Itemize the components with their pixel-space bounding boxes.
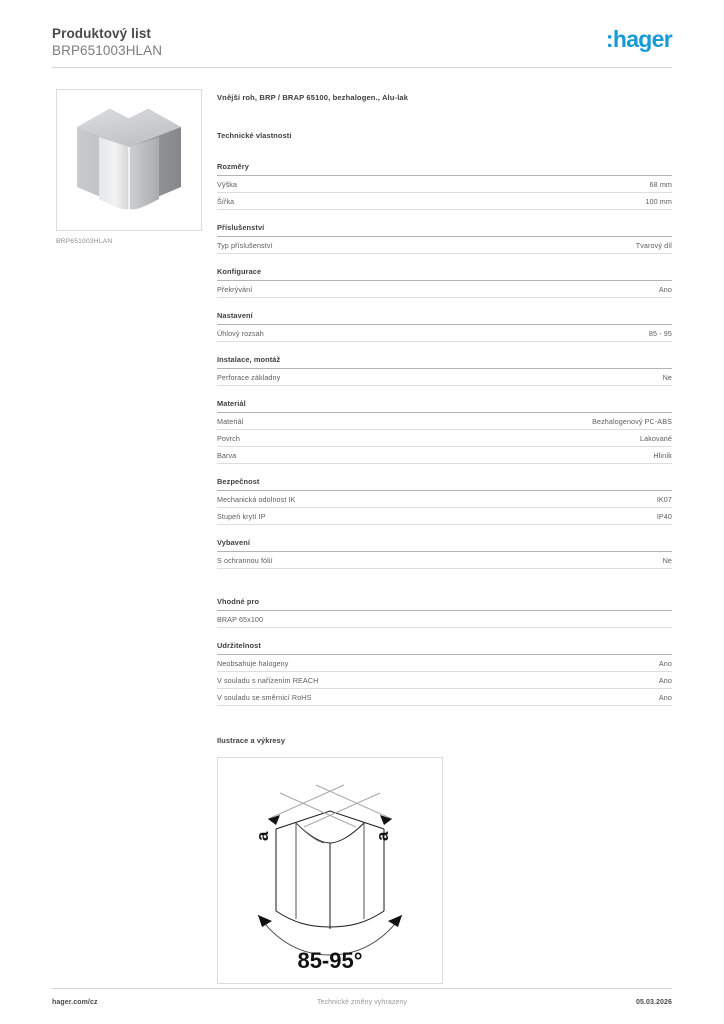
spec-row-value: Ano: [658, 285, 672, 294]
spec-group: [217, 311, 672, 342]
spec-row-value: 100 mm: [645, 197, 672, 206]
spec-row-value: Tvarový díl: [635, 241, 672, 250]
spec-row: [217, 689, 672, 706]
spec-row-label: Šířka: [217, 197, 235, 206]
spec-row: [217, 447, 672, 464]
dimension-label-right: a: [373, 831, 392, 841]
spec-row-value: Ano: [658, 693, 672, 702]
spec-groups-container: [217, 162, 672, 706]
spec-group-title: Materiál: [217, 399, 672, 413]
spec-row-label: Perforace základny: [217, 373, 281, 382]
spec-row-label: V souladu se směrnicí RoHS: [217, 693, 312, 702]
spec-row: [217, 325, 672, 342]
spec-row-label: Barva: [217, 451, 237, 460]
spec-row-label: Neobsahuje halogeny: [217, 659, 289, 668]
footer-disclaimer: Technické změny vyhrazeny: [316, 999, 408, 1006]
spec-row: [217, 552, 672, 569]
spec-group: [217, 267, 672, 298]
spec-row: [217, 508, 672, 525]
footer-website[interactable]: hager.com/cz: [52, 999, 98, 1006]
header-titles: [52, 26, 162, 59]
spec-group-title: Udržitelnost: [217, 641, 672, 655]
technical-properties-heading: Technické vlastnosti: [217, 131, 292, 140]
spec-row-label: Typ příslušenství: [217, 241, 273, 250]
spec-row-label: Mechanická odolnost IK: [217, 495, 296, 504]
page-title: Produktový list: [52, 26, 152, 41]
product-photo-external-corner: [69, 101, 189, 219]
spec-row: [217, 193, 672, 210]
product-figure: [56, 89, 204, 245]
spec-row: [217, 369, 672, 386]
spec-group: [217, 355, 672, 386]
spec-row: [217, 655, 672, 672]
spec-row-value: 85 - 95: [648, 329, 672, 338]
spec-group: [217, 538, 672, 569]
spec-row-label: Výška: [217, 180, 238, 189]
spec-row-value: Hliník: [653, 451, 672, 460]
spec-group-title: Příslušenství: [217, 223, 672, 237]
spec-group-title: Nastavení: [217, 311, 672, 325]
technical-drawing-box: [217, 757, 443, 984]
footer-date: 05.03.2026: [635, 999, 672, 1006]
specifications-panel: [217, 93, 672, 984]
hager-logo: :hager: [605, 26, 672, 52]
spec-row-label: V souladu s nařízením REACH: [217, 676, 319, 685]
spec-row: [217, 281, 672, 298]
spec-row-label: BRAP 65x100: [217, 615, 264, 624]
spec-row-label: Stupeň krytí IP: [217, 512, 266, 521]
spec-row-value: Ano: [658, 659, 672, 668]
page-header: [52, 26, 672, 68]
spec-row-value: Ne: [662, 556, 672, 565]
product-code-subtitle: BRP651003HLAN: [52, 42, 163, 58]
spec-row-label: Překrývání: [217, 285, 253, 294]
dimension-label-left: a: [253, 831, 272, 841]
illustrations-title: Ilustrace a výkresy: [217, 736, 286, 745]
spec-group-title: Vhodné pro: [217, 597, 672, 611]
illustrations-section: [217, 736, 672, 984]
spec-row-value: Ne: [662, 373, 672, 382]
spec-row-label: S ochrannou fólií: [217, 556, 273, 565]
spec-row-label: Materiál: [217, 417, 244, 426]
spec-row: [217, 237, 672, 254]
spec-row: [217, 611, 672, 628]
spec-row: [217, 413, 672, 430]
spec-row-value: IK07: [656, 495, 672, 504]
spec-group: [217, 641, 672, 706]
spec-row-value: Bezhalogenový PC-ABS: [592, 417, 672, 426]
spec-row-label: Úhlový rozsah: [217, 329, 264, 338]
spec-row: [217, 672, 672, 689]
spec-row: [217, 491, 672, 508]
footer-divider: [52, 988, 672, 989]
header-divider: [52, 67, 672, 68]
spec-row-value: Ano: [658, 676, 672, 685]
spec-group-title: Instalace, montáž: [217, 355, 672, 369]
spec-row-value: 68 mm: [649, 180, 672, 189]
technical-drawing-corner-angle: [232, 771, 428, 971]
spec-group: [217, 223, 672, 254]
spec-row-value: Lakované: [640, 434, 672, 443]
spec-group: [217, 477, 672, 525]
spec-group: [217, 162, 672, 210]
spec-group: [217, 399, 672, 464]
spec-row-label: Povrch: [217, 434, 240, 443]
page-footer: [52, 999, 672, 1006]
spec-group-title: Bezpečnost: [217, 477, 672, 491]
spec-group-title: Konfigurace: [217, 267, 672, 281]
spec-group: [217, 597, 672, 628]
product-image-box: [56, 89, 202, 231]
spec-row: [217, 430, 672, 447]
product-description: Vnější roh, BRP / BRAP 65100, bezhalogen., Alu-lak: [217, 93, 409, 102]
angle-range-label: 85-95°: [297, 947, 363, 971]
spec-row: [217, 176, 672, 193]
spec-group-title: Vybavení: [217, 538, 672, 552]
spec-group-title: Rozměry: [217, 162, 672, 176]
spec-row-value: IP40: [656, 512, 672, 521]
product-image-caption: BRP651003HLAN: [56, 238, 113, 245]
